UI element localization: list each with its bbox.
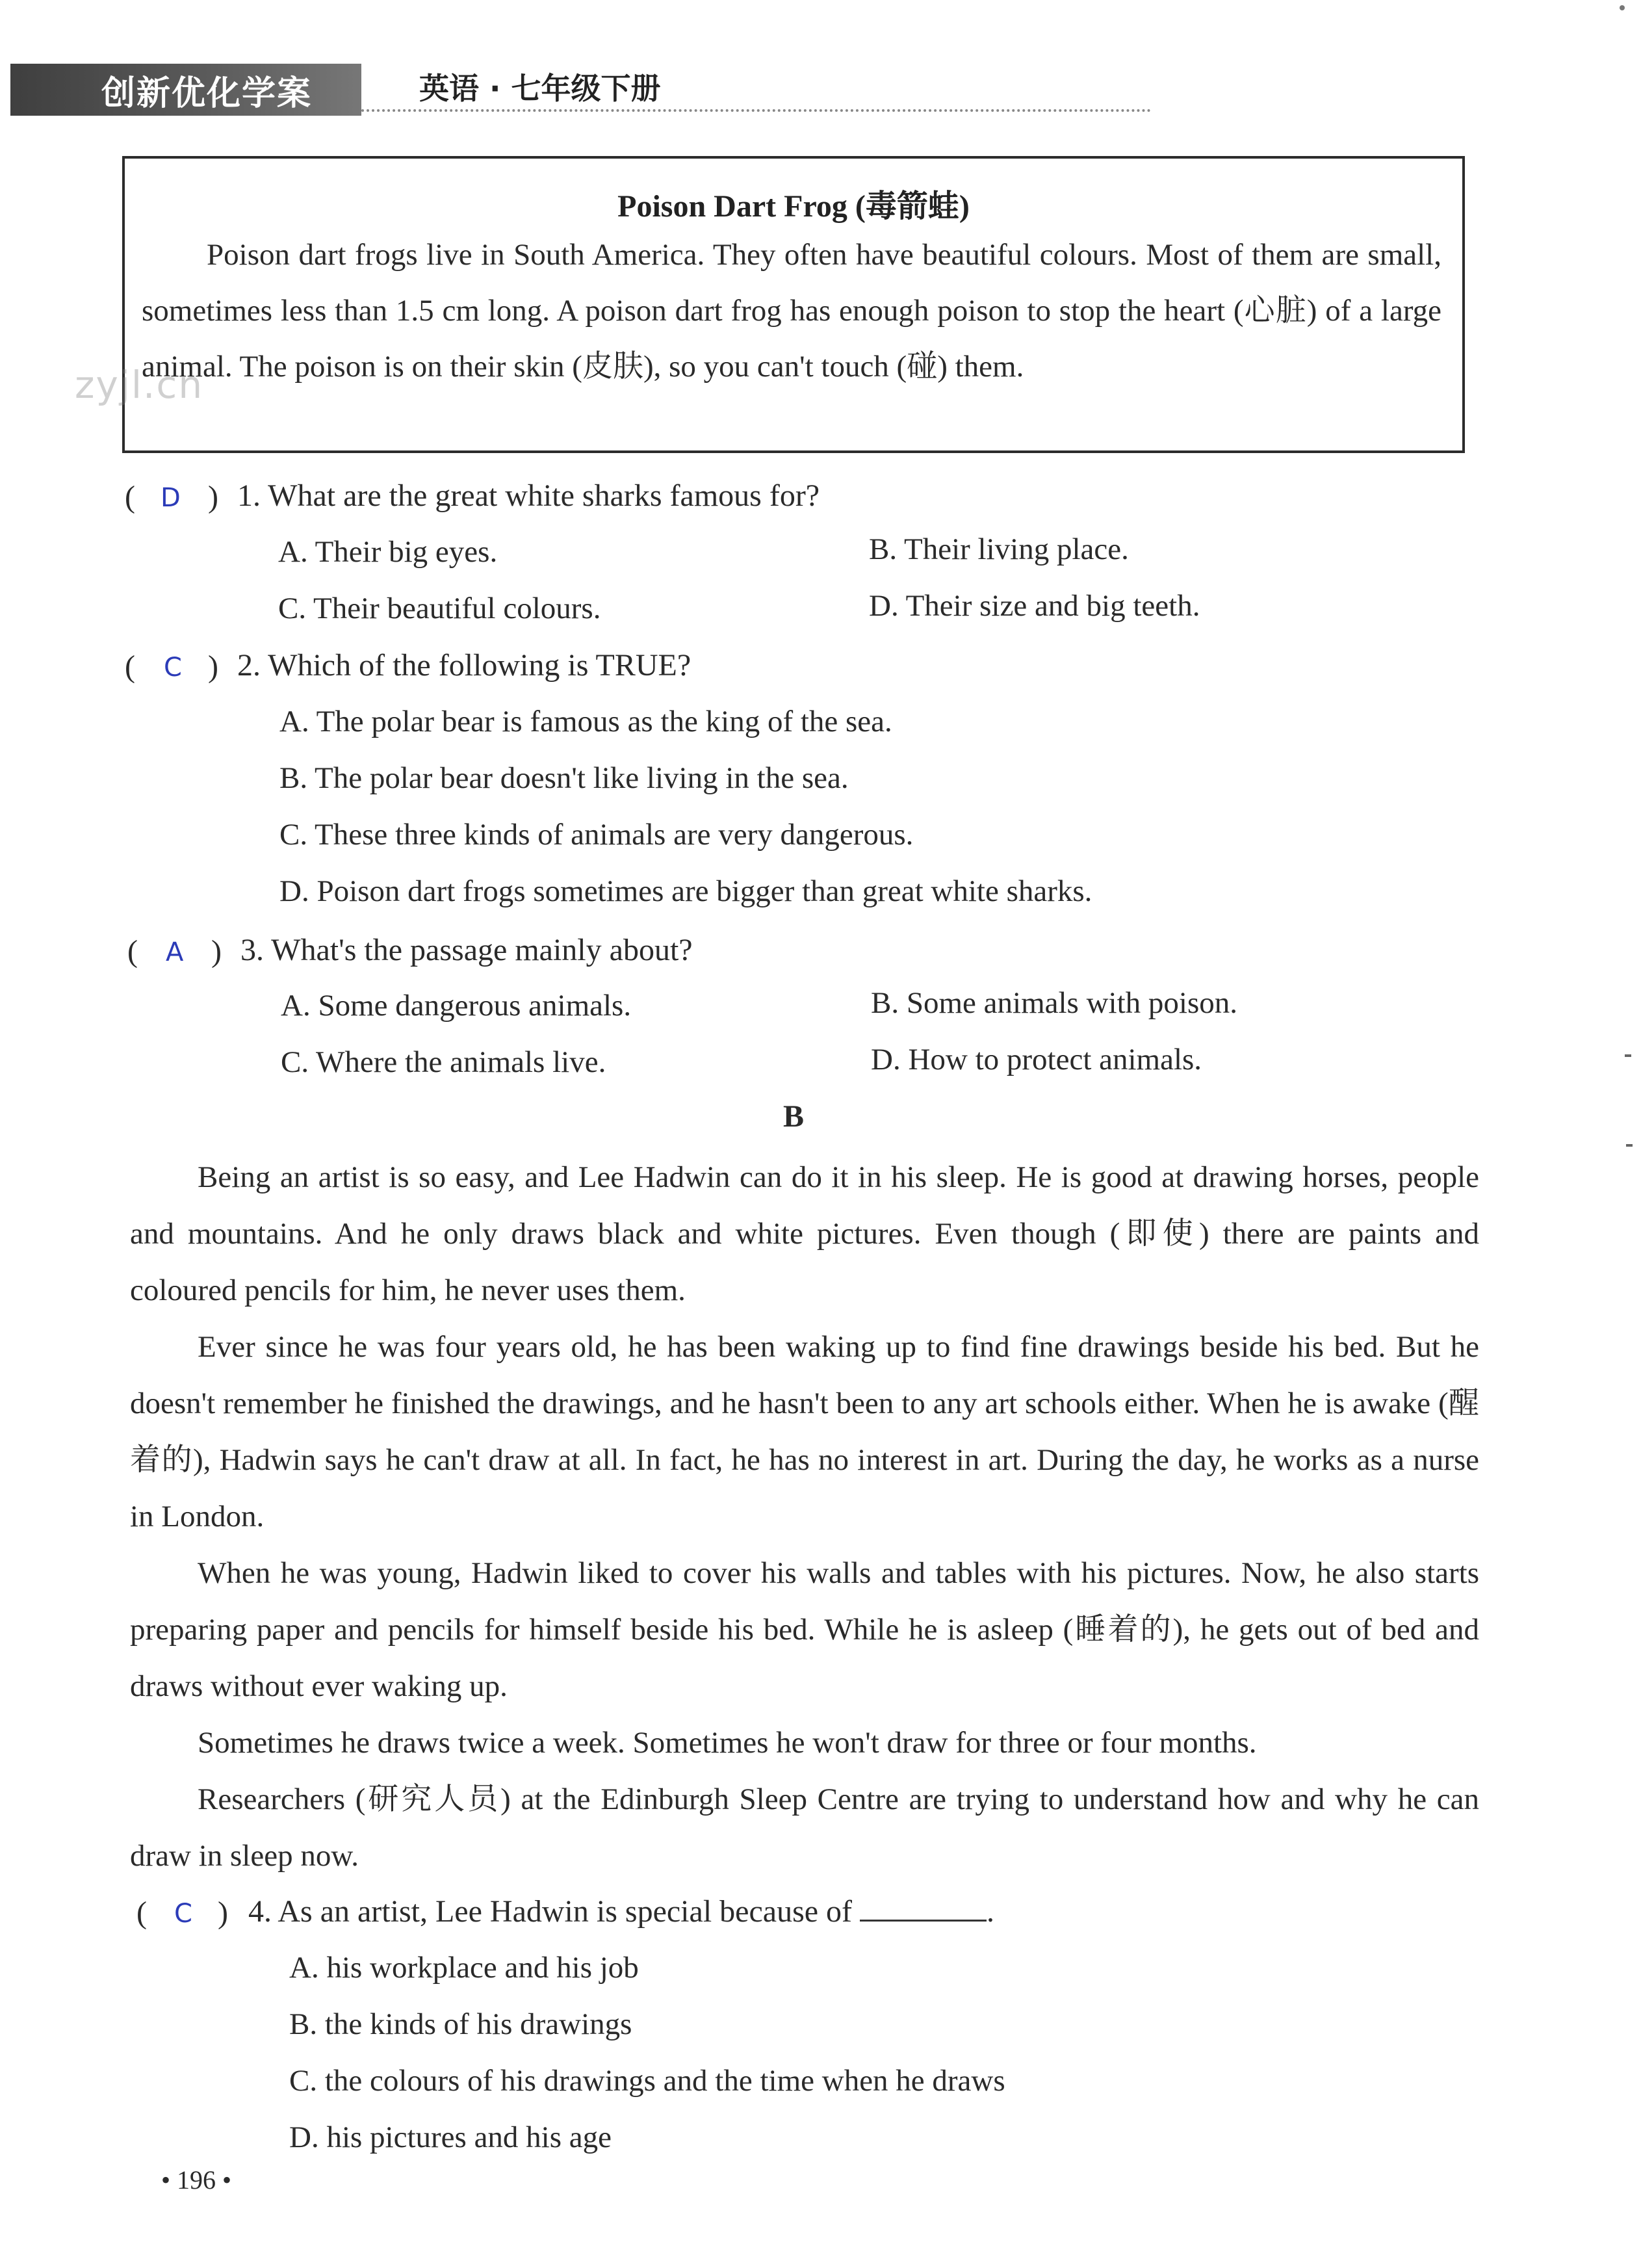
- option-d: D. Their size and big teeth.: [869, 589, 1200, 623]
- margin-tick: [1625, 1054, 1631, 1057]
- header-divider: [361, 109, 1151, 112]
- option-b: B. Some animals with poison.: [871, 986, 1237, 1020]
- margin-tick: [1626, 1144, 1633, 1147]
- option-c: C. Where the animals live.: [281, 1045, 606, 1079]
- answer-choice[interactable]: D: [161, 483, 181, 513]
- answer-paren-open: (: [127, 934, 138, 969]
- brand-banner: [10, 64, 361, 116]
- answer-choice[interactable]: C: [174, 1899, 192, 1929]
- watermark: zyjl.cn: [75, 363, 204, 407]
- passage-paragraph: When he was young, Hadwin liked to cover his walls and tables with his pictures. Now, he also starts preparing paper and pencils for himself beside his bed. While he is asleep (睡着的), he gets out of bed and draws without ever waking up.: [130, 1556, 1479, 1703]
- answer-paren-close: ): [218, 1896, 228, 1930]
- option-c: C. Their beautiful colours.: [278, 592, 601, 625]
- answer-paren-close: ): [211, 934, 222, 969]
- passage-paragraph: Ever since he was four years old, he has been waking up to find fine drawings beside his bed. But he doesn't remember he finished the drawings, and he hasn't been to any art schools either. When he is awake (醒着的), Hadwin says he can't draw at all. In fact, he has no interest in art. During the day, he works as a nurse in London.: [130, 1330, 1479, 1533]
- option-d: D. his pictures and his age: [289, 2120, 612, 2154]
- answer-paren-open: (: [125, 649, 135, 684]
- option-c: C. the colours of his drawings and the time when he draws: [289, 2064, 1005, 2098]
- option-b: B. Their living place.: [869, 532, 1129, 566]
- answer-paren-open: (: [125, 480, 135, 514]
- answer-choice[interactable]: C: [164, 653, 182, 683]
- page-header: [0, 0, 1641, 130]
- book-subject: 英语 · 七年级下册: [419, 71, 661, 106]
- option-a: A. his workplace and his job: [289, 1951, 639, 1985]
- answer-paren-close: ): [208, 649, 218, 684]
- option-c: C. These three kinds of animals are very dangerous.: [279, 818, 914, 852]
- passage-paragraph: Being an artist is so easy, and Lee Hadwin can do it in his sleep. He is good at drawing horses, people and mountains. And he only draws black and white pictures. Even though (即使) there are paints and coloured pencils for him, he never uses them.: [130, 1160, 1479, 1307]
- passage-paragraph: Researchers (研究人员) at the Edinburgh Sleep Centre are trying to understand how and why he can draw in sleep now.: [130, 1782, 1479, 1873]
- info-box: [122, 156, 1465, 453]
- option-b: B. the kinds of his drawings: [289, 2007, 632, 2041]
- option-a: A. The polar bear is famous as the king of the sea.: [279, 705, 892, 738]
- question-text: [248, 1894, 994, 1929]
- question-text: 3. What's the passage mainly about?: [240, 933, 693, 967]
- passage-paragraph: Sometimes he draws twice a week. Sometimes he won't draw for three or four months.: [198, 1726, 1257, 1760]
- option-a: A. Their big eyes.: [278, 535, 498, 569]
- answer-choice[interactable]: A: [166, 937, 184, 967]
- question-stem: 4. As an artist, Lee Hadwin is special because of: [248, 1894, 853, 1929]
- option-d: D. How to protect animals.: [871, 1043, 1202, 1076]
- info-box-title: Poison Dart Frog (毒箭蛙): [617, 189, 970, 224]
- answer-paren-close: ): [208, 480, 218, 514]
- question-text: 1. What are the great white sharks famous for?: [237, 478, 820, 513]
- question-end-period: .: [987, 1894, 995, 1929]
- corner-mark: [1620, 5, 1625, 10]
- question-text: 2. Which of the following is TRUE?: [237, 648, 691, 683]
- option-b: B. The polar bear doesn't like living in the sea.: [279, 761, 849, 795]
- info-box-text: Poison dart frogs live in South America. They often have beautiful colours. Most of them are small, sometimes less than 1.5 cm long. A poison dart frog has enough poison to stop the heart (心脏) of a large animal. The poison is on their skin (皮肤), so you can't touch (碰) them.: [142, 238, 1441, 384]
- option-a: A. Some dangerous animals.: [281, 989, 632, 1023]
- answer-blank[interactable]: [860, 1894, 987, 1922]
- answer-paren-open: (: [136, 1896, 147, 1930]
- option-d: D. Poison dart frogs sometimes are bigger than great white sharks.: [279, 874, 1092, 908]
- page-number: • 196 •: [161, 2165, 232, 2195]
- section-heading: B: [783, 1099, 805, 1134]
- brand-title: 创新优化学案: [101, 73, 313, 113]
